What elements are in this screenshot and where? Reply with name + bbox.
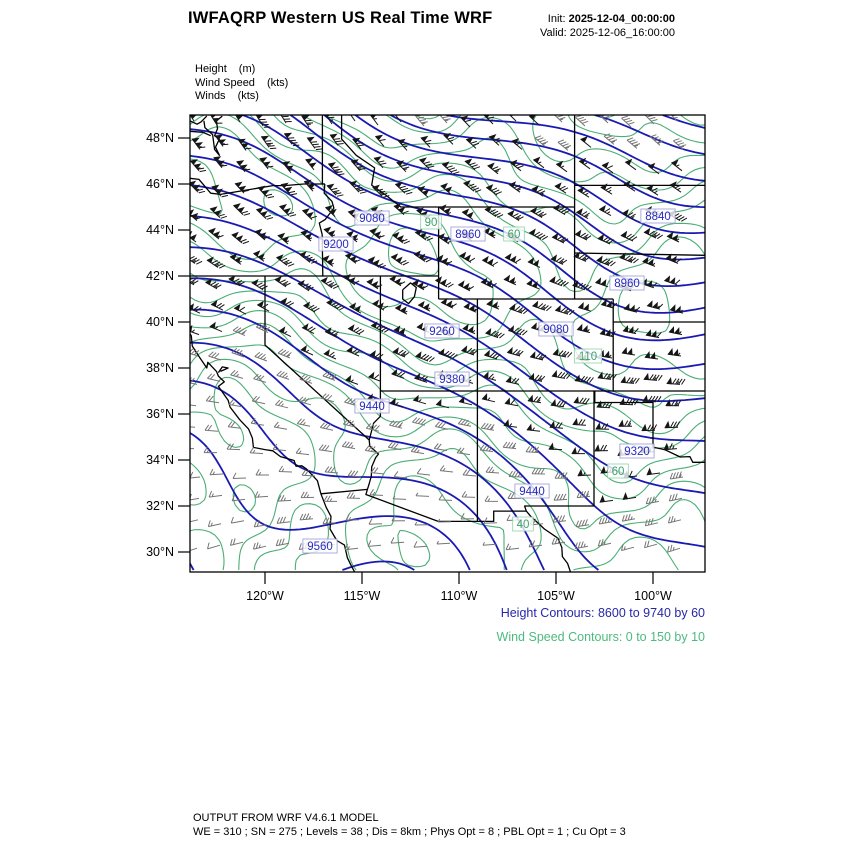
wind-barb — [275, 400, 288, 408]
wind-barb-pennant — [577, 325, 587, 332]
wind-barb-pennant — [577, 209, 583, 215]
wind-barb — [209, 491, 222, 497]
wind-barb-pennant — [419, 302, 429, 310]
lat-tick-label: 44°N — [146, 223, 174, 237]
wind-barb — [646, 497, 659, 504]
wind-barb — [484, 518, 497, 524]
wind-barb — [438, 112, 450, 123]
wind-barb — [277, 371, 289, 379]
height-contour — [190, 278, 705, 547]
wind-barb-pennant — [321, 278, 327, 283]
height-contour-label: 9440 — [359, 401, 385, 413]
wind-barb — [417, 468, 430, 475]
wind-barb — [206, 396, 219, 403]
wind-barb-pennant — [643, 396, 648, 402]
wind-barb-pennant — [396, 182, 402, 187]
wind-barb-pennant — [527, 280, 537, 288]
wind-barb-pennant — [647, 469, 652, 475]
wind-barb-pennant — [669, 327, 679, 334]
legend-height-name: Height — [195, 63, 227, 75]
wind-barb-pennant — [578, 187, 584, 192]
wind-barb-pennant — [644, 229, 649, 235]
wind-barb-pennant — [482, 394, 486, 400]
wind-barb — [650, 135, 663, 146]
wind-barb-pennant — [644, 374, 649, 380]
wind-barb — [622, 514, 635, 521]
wind-barb-pennant — [647, 301, 657, 308]
wind-barb — [458, 419, 471, 426]
wind-barb-pennant — [600, 496, 605, 502]
wind-barb — [279, 466, 292, 472]
state-border — [403, 283, 417, 304]
wind-barb-pennant — [506, 377, 511, 383]
legend-windspeed-units: (kts) — [266, 76, 289, 89]
wind-barb-pennant — [486, 329, 491, 335]
wind-barb-pennant — [602, 163, 608, 168]
wind-barb-pennant — [556, 306, 561, 312]
map-area — [173, 110, 705, 575]
wind-barb-pennant — [258, 186, 268, 195]
wind-barb-pennant — [533, 302, 538, 308]
wind-barb-pennant — [348, 110, 355, 114]
wind-barb-pennant — [600, 206, 606, 212]
wind-barb — [231, 517, 244, 523]
wind-barb-pennant — [670, 182, 676, 187]
wind-barb — [184, 256, 202, 264]
state-border — [321, 494, 356, 575]
lon-tick-label: 120°W — [246, 589, 284, 603]
height-contour-label: 9080 — [359, 213, 385, 225]
wind-barb — [210, 469, 223, 475]
wind-barb-pennant — [376, 135, 382, 140]
wind-barb-pennant — [207, 257, 213, 262]
wind-barb — [187, 330, 199, 335]
wind-barb — [348, 471, 361, 478]
wind-barb — [255, 492, 268, 498]
wind-barb-pennant — [304, 302, 310, 308]
wind-barb-pennant — [665, 422, 670, 428]
wind-barb-pennant — [374, 157, 380, 162]
wind-barb-pennant — [277, 255, 283, 260]
wind-barb — [230, 538, 243, 545]
wind-barb-pennant — [275, 277, 281, 282]
wind-barb-pennant — [667, 378, 672, 384]
wind-barb — [532, 468, 545, 474]
wind-barb — [323, 518, 336, 524]
wind-barb-pennant — [441, 299, 451, 307]
wind-barb-pennant — [664, 444, 669, 450]
wind-barb-pennant — [367, 279, 377, 287]
wind-barb-pennant — [505, 399, 509, 405]
lat-tick-label: 42°N — [146, 269, 174, 283]
wind-barb-pennant — [581, 137, 587, 142]
wind-barb — [371, 467, 384, 474]
wind-barb-pennant — [285, 133, 292, 137]
wind-barb-pennant — [534, 157, 540, 162]
wind-barb-pennant — [504, 276, 514, 284]
wind-barb-pennant — [557, 162, 563, 167]
wind-barb — [416, 493, 429, 497]
wind-barb-pennant — [620, 399, 625, 405]
wind-barb-pennant — [505, 254, 515, 262]
wind-barb — [209, 352, 221, 360]
legend-winds-name: Winds — [195, 90, 226, 102]
wind-barb-pennant — [574, 397, 578, 403]
lat-tick-label: 36°N — [146, 407, 174, 421]
wind-barb — [186, 348, 199, 356]
height-contour-label: 9200 — [323, 239, 349, 251]
wind-barb-pennant — [391, 399, 396, 405]
wind-barb-pennant — [595, 445, 600, 451]
model-config-line: WE = 310 ; SN = 275 ; Levels = 38 ; Dis = 8km ; Phys Opt = 8 ; PBL Opt = 1 ; Cu Opt = 3 — [193, 826, 626, 838]
wind-barb-pennant — [465, 159, 471, 164]
wind-barb-pennant — [262, 136, 269, 140]
wind-barb-pennant — [508, 348, 513, 354]
wind-barb-pennant — [528, 258, 538, 266]
wind-barb-pennant — [666, 255, 676, 263]
wind-barb-pennant — [396, 305, 406, 313]
wind-barb-pennant — [530, 352, 535, 358]
state-border — [186, 178, 325, 195]
wind-barb-pennant — [555, 183, 561, 188]
wind-barb — [437, 541, 450, 544]
wind-barb — [300, 514, 313, 520]
wind-barb-pennant — [553, 349, 557, 355]
wind-barb-pennant — [509, 182, 515, 187]
wind-barb — [391, 537, 404, 543]
wind-barb-pennant — [327, 299, 333, 305]
wind-barb — [205, 425, 218, 431]
wind-speed-contour-label: 110 — [578, 351, 598, 363]
wind-barb-pennant — [488, 163, 494, 168]
wind-barb — [507, 112, 516, 121]
wind-barb — [342, 441, 355, 448]
height-contour-label: 8960 — [614, 278, 640, 290]
wind-barb — [369, 519, 382, 525]
wind-barb-pennant — [348, 325, 354, 331]
wind-barb — [438, 519, 451, 522]
wind-barb — [187, 472, 200, 478]
wind-barb-pennant — [373, 300, 383, 308]
wind-barb-pennant — [575, 231, 580, 237]
lon-tick-label: 100°W — [634, 589, 672, 603]
wind-barb-pennant — [579, 303, 589, 310]
wind-barb — [296, 448, 309, 455]
wind-barb — [279, 112, 292, 123]
wind-barb-pennant — [467, 138, 473, 143]
state-border — [321, 489, 572, 575]
wind-barb — [440, 465, 453, 472]
wind-barb-pennant — [370, 229, 380, 238]
wind-barb-pennant — [421, 136, 427, 141]
height-contour-label: 8840 — [645, 211, 671, 223]
wind-barb-pennant — [573, 419, 578, 425]
lon-tick-label: 110°W — [440, 589, 478, 603]
wind-barb-pennant — [324, 350, 329, 356]
wind-barb — [558, 140, 571, 151]
wind-barb — [645, 541, 658, 548]
wind-barb — [277, 517, 290, 524]
legend-height-units: (m) — [238, 63, 256, 75]
wind-barb-pennant — [462, 346, 467, 352]
wind-barb — [526, 446, 539, 452]
wind-barb-pennant — [436, 400, 441, 406]
wind-barb-pennant — [306, 159, 316, 168]
wind-barb-pennant — [192, 138, 202, 147]
wind-barb — [388, 442, 401, 449]
wind-barb-pennant — [391, 254, 401, 263]
legend-winds-units: (kts) — [237, 90, 259, 102]
wind-barb-pennant — [670, 305, 680, 312]
wind-barb-pennant — [258, 302, 264, 308]
legend-windspeed-name: Wind Speed — [195, 76, 255, 89]
wind-barb-pennant — [327, 184, 333, 189]
wind-barb — [274, 422, 287, 429]
wind-barb — [434, 444, 447, 451]
wind-barb — [181, 443, 194, 449]
valid-value: 2025-12-06_16:00:00 — [569, 27, 675, 39]
wind-speed-contour-label: 40 — [516, 519, 530, 531]
wind-barb — [668, 516, 681, 523]
wind-barb — [462, 491, 475, 497]
wind-barb — [368, 541, 381, 547]
wind-barb — [627, 138, 640, 149]
wind-barb-pennant — [578, 470, 583, 476]
wind-barb-pennant — [234, 204, 244, 213]
wind-barb-pennant — [552, 234, 557, 240]
wind-barb-pennant — [330, 134, 336, 138]
height-contour-label: 9560 — [307, 541, 333, 553]
wind-barb-pennant — [462, 209, 472, 218]
wind-barb-pennant — [598, 373, 603, 379]
wind-barb-pennant — [187, 110, 196, 119]
wind-speed-contour-label: 60 — [611, 466, 625, 478]
wind-barb-pennant — [602, 300, 612, 307]
wind-barb — [231, 370, 244, 378]
wind-barb — [208, 520, 221, 526]
wind-barb-pennant — [420, 158, 426, 163]
wind-barb-pennant — [596, 423, 601, 429]
wind-barb-pennant — [665, 276, 675, 284]
wind-barb — [503, 442, 516, 449]
lat-tick-label: 46°N — [146, 177, 174, 191]
wind-barb — [276, 538, 289, 545]
height-contour-label: 9260 — [429, 326, 455, 338]
wind-barb-pennant — [390, 276, 400, 284]
wind-barb-pennant — [436, 277, 446, 285]
wind-barb-pennant — [307, 137, 313, 141]
wind-barb — [485, 496, 498, 502]
wind-barb — [323, 372, 336, 381]
wind-barb-pennant — [329, 163, 335, 168]
wind-barb — [393, 496, 406, 500]
wind-barb — [575, 115, 588, 126]
lat-tick-label: 34°N — [146, 453, 174, 467]
wind-barb-pennant — [209, 229, 219, 238]
lon-tick-label: 115°W — [343, 589, 381, 603]
wind-barb-pennant — [184, 253, 190, 258]
wind-barb-pennant — [531, 208, 537, 213]
wind-barb — [233, 473, 246, 479]
height-contour-range-note: Height Contours: 8600 to 9740 by 60 — [500, 606, 705, 620]
wind-barb — [208, 543, 221, 549]
wind-barb-pennant — [441, 184, 451, 193]
wind-barb — [253, 542, 266, 549]
wind-barb — [481, 423, 494, 430]
height-contour — [390, 115, 705, 207]
wind-barb — [670, 472, 683, 479]
lat-tick-label: 32°N — [146, 499, 174, 513]
wind-barb-pennant — [303, 209, 313, 218]
height-contour — [190, 310, 598, 570]
wind-barb-pennant — [278, 233, 288, 242]
wind-barb — [255, 352, 267, 361]
wind-speed-contour-label: 60 — [507, 229, 521, 241]
wind-barb-pennant — [188, 304, 193, 310]
wind-barb — [186, 494, 199, 501]
model-output-line: OUTPUT FROM WRF V4.6.1 MODEL — [193, 812, 379, 824]
windspeed-contour-range-note: Wind Speed Contours: 0 to 150 by 10 — [496, 630, 705, 644]
wind-barb — [486, 467, 499, 473]
wind-barb — [506, 544, 519, 550]
lat-tick-label: 30°N — [146, 545, 174, 559]
wind-barb-pennant — [232, 233, 242, 242]
wind-barb-pennant — [324, 227, 334, 236]
wind-barb — [576, 519, 589, 526]
wind-barb — [461, 513, 474, 519]
wind-barb-pennant — [415, 374, 420, 380]
wind-barb-pennant — [527, 425, 531, 431]
wind-barb-pennant — [554, 205, 560, 211]
wind-barb-pennant — [601, 467, 606, 473]
wind-barb-pennant — [459, 397, 464, 403]
valid-label: Valid: — [540, 27, 567, 39]
wind-barb-pennant — [301, 346, 306, 352]
wind-barb — [621, 544, 634, 550]
wind-barb-pennant — [532, 323, 537, 329]
wind-barb — [598, 539, 611, 546]
wind-barb — [182, 421, 195, 427]
wind-barb — [297, 419, 310, 427]
wind-barb-pennant — [464, 181, 470, 186]
wind-barb — [185, 517, 198, 523]
wind-barb-pennant — [346, 376, 351, 382]
wind-barb-pennant — [572, 448, 577, 454]
wind-barb-pennant — [623, 493, 627, 499]
wind-barb-pennant — [619, 421, 624, 427]
wind-barb-pennant — [187, 326, 192, 332]
wind-barb — [554, 494, 567, 501]
wind-barb-pennant — [459, 281, 469, 289]
wind-barb-pennant — [483, 372, 488, 378]
wind-barb-pennant — [216, 135, 226, 144]
wind-barb-pennant — [621, 377, 625, 383]
wind-barb-pennant — [621, 232, 626, 238]
height-contour-label: 8960 — [455, 229, 481, 241]
height-contour-label: 9440 — [519, 486, 545, 498]
height-contour-label: 9080 — [543, 324, 569, 336]
wind-barb — [553, 111, 566, 122]
wind-barb-pennant — [252, 280, 258, 285]
height-contour-label: 9380 — [439, 374, 465, 386]
wind-barb-pennant — [552, 371, 556, 377]
state-border — [218, 367, 228, 373]
wind-barb — [256, 469, 269, 475]
wind-barb — [319, 445, 332, 452]
wind-barb — [324, 496, 337, 502]
init-value: 2025-12-04_00:00:00 — [568, 13, 675, 25]
wind-barb-pennant — [485, 351, 490, 357]
wind-barb — [347, 493, 360, 499]
page-title: IWFAQRP Western US Real Time WRF — [188, 9, 493, 27]
lat-tick-label: 38°N — [146, 361, 174, 375]
wind-speed-contour-label: 90 — [424, 217, 438, 229]
wind-barb — [301, 492, 314, 498]
wind-barb-pennant — [186, 232, 196, 241]
wind-barb-pennant — [418, 187, 428, 196]
wind-barb — [278, 349, 291, 358]
wind-barb — [668, 545, 680, 552]
init-label: Init: — [547, 13, 566, 25]
wind-barb-pennant — [624, 304, 634, 311]
wind-barb-pennant — [325, 328, 330, 334]
lon-tick-label: 105°W — [537, 589, 575, 603]
wind-barb — [457, 448, 470, 455]
lat-tick-label: 40°N — [146, 315, 174, 329]
lat-tick-label: 48°N — [146, 131, 174, 145]
height-contour-label: 9320 — [624, 446, 650, 458]
wind-barb-pennant — [483, 257, 493, 265]
wind-barb-pennant — [508, 211, 514, 216]
